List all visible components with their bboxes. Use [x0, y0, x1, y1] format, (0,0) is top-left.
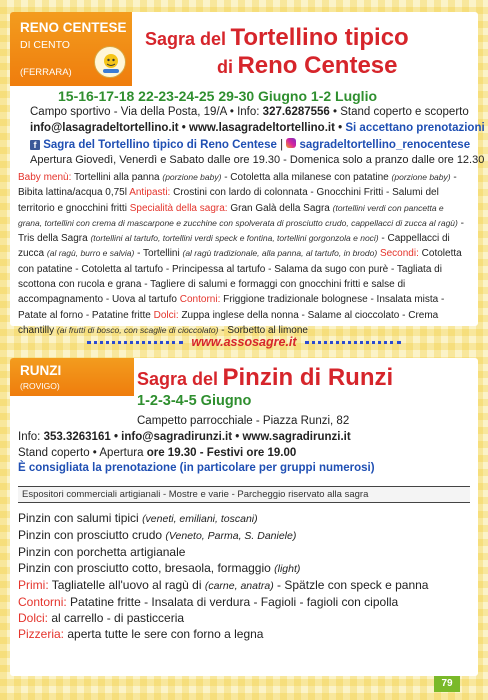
- menu-text-segment: Zuppa inglese della nonna - Salame al cioccolato - Crema chantilly: [18, 309, 439, 336]
- menu-item-name: Pinzin con prosciutto crudo: [18, 528, 166, 542]
- location-province: (ROVIGO): [20, 381, 60, 391]
- menu-text-segment: - Sorbetto al limone: [218, 324, 308, 336]
- stand-time: ore 19.30 - Festivi ore 19.00: [146, 446, 297, 459]
- contact-line: [30, 122, 485, 134]
- event-title: [137, 364, 393, 392]
- dolci-label: Dolci:: [18, 611, 49, 625]
- menu-note: (tortellini al tartufo, tortellini verdi speck e fontina, tortellini gorgonzola e noci): [90, 233, 379, 244]
- location-name: RENO CENTESE: [20, 20, 127, 35]
- location-tag: [10, 358, 134, 396]
- assosagre-link[interactable]: www.assosagre.it: [191, 335, 297, 349]
- primi-label: Primi:: [18, 578, 49, 592]
- menu-category-label: Dolci:: [153, 309, 182, 321]
- title-prefix: Sagra del: [137, 369, 219, 389]
- menu-text-segment: - Cappellacci di zucca: [18, 233, 450, 260]
- instagram-icon: [286, 138, 296, 148]
- facebook-link[interactable]: Sagra del Tortellino tipico di Reno Centese: [43, 139, 277, 151]
- address: Campo sportivo - Via della Posta, 19/A • Info:: [30, 106, 260, 118]
- menu-category-label: Contorni:: [179, 294, 224, 306]
- dolci-line: [18, 610, 470, 626]
- location-tag: [10, 12, 132, 86]
- menu-item-name: Pinzin con salumi tipici: [18, 511, 143, 525]
- menu-item-name: Pinzin con porchetta artigianale: [18, 545, 186, 559]
- menu-note: (tortellini verdi con pancetta e grana, tortellini con crema di mascarpone e zucchine con spolverata di prosciutto crudo, cappellacci di zucca al ragù): [18, 202, 458, 228]
- menu-category-label: Secondi:: [379, 248, 422, 260]
- menu-item-name: Pinzin con prosciutto cotto, bresaola, formaggio: [18, 561, 275, 575]
- info-contacts[interactable]: 353.3263161 • info@sagradirunzi.it • www.sagradirunzi.it: [43, 431, 351, 443]
- extras-bar: Espositori commerciali artigianali - Mostre e varie - Parcheggio riservato alla sagra: [18, 486, 470, 503]
- event-dates: 15-16-17-18 22-23-24-25 29-30 Giugno 1-2 Luglio: [58, 88, 378, 104]
- primi-note: (carne, anatra): [204, 580, 274, 592]
- primi-tail: - Spätzle con speck e panna: [273, 578, 429, 592]
- website-link[interactable]: • www.lasagradeltortellino.it •: [181, 122, 343, 134]
- menu-category-label: Baby menù:: [18, 172, 74, 183]
- event-title-line-2: [217, 52, 398, 80]
- address: Campetto parrocchiale - Piazza Runzi, 82: [137, 415, 350, 427]
- menu-note: (al ragù tradizionale, alla panna, al tartufo, in brodo): [182, 248, 378, 259]
- social-line: f Sagra del Tortellino tipico di Reno Centese | sagradeltortellino_renocentese: [30, 138, 470, 151]
- location-name: RUNZI: [20, 363, 62, 378]
- info-label: Info:: [18, 431, 41, 443]
- stand-info: • Stand coperto e scoperto: [333, 106, 469, 118]
- page-number: 79: [434, 676, 460, 692]
- contorni-text: Patatine fritte - Insalata di verdura - Fagioli - fagioli con cipolla: [66, 595, 399, 609]
- event-title-line-1: [145, 24, 409, 52]
- menu-item: [18, 544, 470, 560]
- dolci-text: al carrello - di pasticceria: [48, 611, 185, 625]
- primi-text: Tagliatelle all'uovo al ragù di: [48, 578, 205, 592]
- info-line: [18, 430, 470, 446]
- menu-category-label: Antipasti:: [129, 187, 174, 199]
- contorni-line: [18, 594, 470, 610]
- email-link[interactable]: info@lasagradeltortellino.it: [30, 122, 179, 134]
- menu-text-segment: Cotoletta con patatine - Cotoletta al tartufo - Principessa al tartufo - Salama da sugo con purè - Tagliata di scottona con rucola e grana - Tagliere di salumi e formaggi con gnocchini fritti e salse di accompagnamento - Uova al tartufo: [18, 248, 462, 306]
- menu-text-segment: - Tris della Sagra: [18, 217, 464, 245]
- menu-text-segment: Crostini con lardo di colonnata - Gnocchini Fritti - Salumi del territorio e gnocchini fritti: [18, 187, 439, 214]
- event-logo-icon: [94, 46, 126, 78]
- opening-hours: Apertura Giovedì, Venerdì e Sabato dalle ore 19.30 - Domenica solo a pranzo dalle ore 12.30: [30, 154, 485, 166]
- pizzeria-label: Pizzeria:: [18, 627, 65, 641]
- menu-item-note: (Veneto, Parma, S. Daniele): [165, 530, 297, 542]
- menu-item: [18, 510, 470, 527]
- menu-item-note: (veneti, emiliani, toscani): [142, 513, 258, 525]
- title-prefix-2: di: [217, 57, 233, 77]
- info-block: [18, 430, 470, 477]
- menu-item: [18, 527, 470, 544]
- dotted-divider-left: [87, 341, 183, 344]
- menu-note: (al ragù, burro e salvia): [46, 248, 135, 259]
- reservation-note: Si accettano prenotazioni: [345, 122, 485, 134]
- menu-text: [18, 170, 470, 338]
- menu-text-segment: Gran Galà della Sagra: [230, 202, 333, 214]
- location-province: (FERRARA): [20, 67, 72, 78]
- facebook-icon: f: [30, 140, 40, 150]
- address-line: [30, 106, 469, 118]
- event-panel-reno-centese: [10, 12, 485, 336]
- menu-list: [18, 510, 470, 642]
- menu-text-segment: - Bibita lattina/acqua 0,75l: [18, 172, 457, 199]
- menu-item: [18, 560, 470, 577]
- location-sub: DI CENTO: [20, 39, 70, 51]
- title-main: Tortellino tipico: [230, 24, 409, 51]
- reservation-advice: È consigliata la prenotazione (in particolare per gruppi numerosi): [18, 462, 375, 474]
- contorni-label: Contorni:: [18, 595, 67, 609]
- pizzeria-line: [18, 626, 470, 642]
- stand-label: Stand coperto • Apertura: [18, 446, 144, 459]
- menu-note: (porzione baby): [162, 172, 222, 182]
- dotted-divider-right: [305, 341, 401, 344]
- title-main-2: Reno Centese: [237, 52, 398, 79]
- title-main: Pinzin di Runzi: [222, 364, 394, 391]
- instagram-link[interactable]: sagradeltortellino_renocentese: [299, 139, 471, 151]
- event-dates: 1-2-3-4-5 Giugno: [137, 393, 252, 409]
- menu-note: (ai frutti di bosco, con scaglie di cioccolato): [56, 324, 219, 335]
- primi-line: [18, 577, 470, 594]
- menu-item-note: (light): [274, 563, 301, 575]
- menu-text-segment: Tortellini alla panna: [73, 172, 163, 183]
- event-panel-runzi: [10, 358, 478, 676]
- pinzin-items: [18, 510, 470, 577]
- phone: 327.6287556: [262, 106, 330, 118]
- menu-category-label: Specialità della sagra:: [129, 202, 231, 214]
- stand-line: [18, 446, 470, 462]
- menu-text-segment: - Tortellini: [134, 248, 183, 260]
- title-prefix: Sagra del: [145, 29, 227, 49]
- menu-text-segment: - Cotoletta alla milanese con patatine: [221, 172, 392, 183]
- pizzeria-text: aperta tutte le sere con forno a legna: [64, 627, 264, 641]
- menu-note: (porzione baby): [391, 172, 451, 182]
- website-divider: [0, 335, 488, 349]
- menu-text-segment: Friggione tradizionale bolognese - Insalata mista - Patate al forno - Patatine fritte: [18, 294, 445, 321]
